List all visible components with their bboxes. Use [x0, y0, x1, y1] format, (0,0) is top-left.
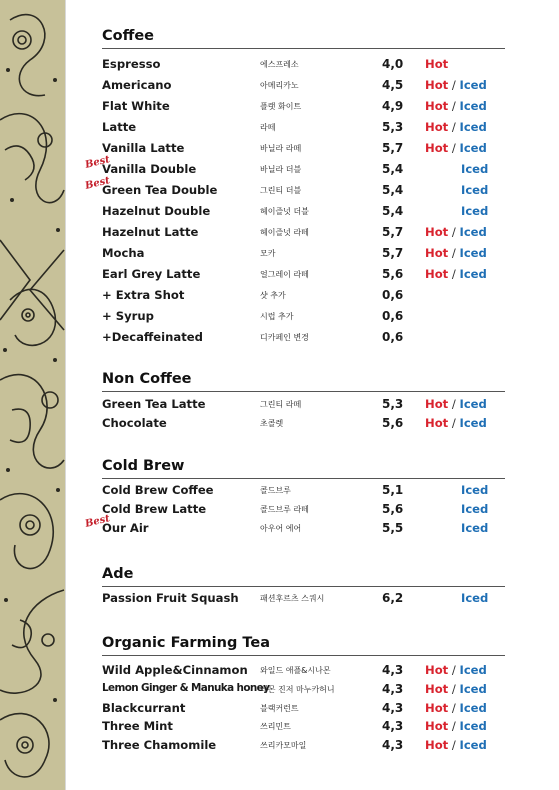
item-korean-name: 와일드 애플&시나몬: [260, 666, 331, 675]
item-name: Mocha: [102, 246, 145, 260]
menu-item: [0, 591, 559, 609]
menu-item: [0, 204, 559, 222]
option-separator: /: [448, 397, 460, 411]
menu-item: [0, 663, 559, 681]
best-badge: Best: [84, 513, 112, 530]
item-price: 5,7: [382, 141, 404, 155]
temperature-options: [425, 397, 487, 411]
menu-item: [0, 502, 559, 520]
item-korean-name: 헤이즐넛 라떼: [260, 228, 309, 237]
item-korean-name: 쓰리카모마일: [260, 741, 307, 751]
hot-label: Hot: [425, 738, 449, 753]
item-name: Passion Fruit Squash: [102, 591, 239, 605]
section-title: Coffee: [102, 28, 155, 44]
hot-label: Hot: [425, 719, 449, 734]
menu-item: [0, 719, 559, 737]
item-name: Americano: [102, 78, 172, 92]
hot-label: Hot: [425, 120, 449, 134]
best-badge: Best: [84, 175, 112, 192]
item-korean-name: 패션후르츠 스쿼시: [260, 594, 325, 603]
item-name: Green Tea Latte: [102, 397, 206, 411]
temperature-options: [425, 416, 487, 430]
section-divider: [102, 391, 505, 392]
iced-label: Iced: [461, 183, 489, 197]
item-korean-name: 아우어 에어: [260, 524, 302, 533]
item-price: 5,7: [382, 225, 404, 239]
menu-item: [0, 309, 559, 327]
item-price: 4,3: [382, 738, 404, 753]
menu-item: [0, 99, 559, 117]
item-name: Cold Brew Latte: [102, 502, 207, 516]
item-name: Latte: [102, 120, 137, 134]
iced-label: Iced: [459, 225, 487, 239]
menu-item: [0, 78, 559, 96]
item-korean-name: 샷 추가: [260, 291, 286, 300]
section-divider: [102, 478, 505, 479]
best-badge: Best: [84, 154, 112, 171]
hot-label: Hot: [425, 415, 449, 430]
section-title: Cold Brew: [102, 458, 185, 474]
item-korean-name: 바닐라 더블: [260, 165, 302, 174]
menu-item: [0, 57, 559, 75]
temperature-options: [425, 162, 488, 176]
menu-item: [0, 416, 559, 434]
iced-label: Iced: [459, 99, 487, 113]
temperature-options: [425, 682, 487, 696]
iced-label: Iced: [459, 663, 487, 677]
temperature-options: [425, 78, 487, 92]
iced-label: Iced: [459, 246, 487, 260]
section-title: Organic Farming Tea: [102, 635, 270, 651]
temperature-options: [425, 99, 487, 113]
hot-label: Hot: [425, 246, 449, 260]
iced-label: Iced: [459, 415, 487, 430]
section-title: Ade: [102, 566, 134, 582]
menu-item: [0, 154, 559, 180]
hot-label: Hot: [425, 700, 449, 715]
option-separator: /: [448, 99, 460, 113]
temperature-options: [425, 141, 487, 155]
item-korean-name: 에스프레소: [260, 60, 299, 69]
item-name: Wild Apple&Cinnamon: [102, 663, 248, 677]
menu-item: [0, 738, 559, 756]
temperature-options: [425, 701, 487, 715]
item-price: 4,0: [382, 57, 404, 71]
item-price: 4,3: [382, 719, 404, 734]
iced-label: Iced: [459, 719, 487, 734]
menu-item: [0, 397, 559, 415]
hot-label: Hot: [425, 78, 449, 92]
menu-item: [0, 246, 559, 264]
iced-label: Iced: [461, 591, 489, 605]
iced-label: Iced: [459, 738, 487, 753]
item-price: 5,6: [382, 267, 404, 281]
item-price: 5,1: [382, 483, 404, 497]
temperature-options: [425, 521, 488, 535]
iced-label: Iced: [461, 483, 489, 497]
hot-label: Hot: [425, 141, 449, 155]
temperature-options: [425, 502, 488, 516]
temperature-options: [425, 57, 448, 71]
item-price: 4,3: [382, 700, 404, 715]
temperature-options: [425, 738, 487, 752]
item-price: 0,6: [382, 330, 404, 344]
section-title: Non Coffee: [102, 371, 192, 387]
item-korean-name: 아메리카노: [260, 81, 299, 90]
item-price: 6,2: [382, 591, 404, 605]
hot-label: Hot: [425, 397, 449, 411]
option-separator: /: [448, 141, 460, 155]
iced-label: Iced: [461, 521, 489, 535]
iced-label: Iced: [459, 397, 487, 411]
item-name: Hazelnut Latte: [102, 225, 199, 239]
item-price: 4,3: [382, 663, 404, 677]
item-name: Three Chamomile: [102, 738, 217, 753]
menu-item: [0, 682, 559, 700]
item-price: 5,6: [382, 415, 404, 430]
hot-label: Hot: [425, 663, 449, 677]
item-name: Our Air: [102, 521, 149, 535]
menu-item: [0, 141, 559, 159]
option-separator: /: [448, 681, 460, 696]
hot-label: Hot: [425, 267, 449, 281]
item-price: 5,7: [382, 246, 404, 260]
item-korean-name: 그린티 라떼: [260, 400, 302, 409]
item-name: Chocolate: [102, 415, 167, 430]
item-price: 0,6: [382, 288, 404, 302]
item-korean-name: 얼그레이 라떼: [260, 270, 309, 279]
iced-label: Iced: [459, 78, 487, 92]
option-separator: /: [448, 663, 460, 677]
menu-item: [0, 225, 559, 243]
iced-label: Iced: [461, 204, 489, 218]
item-korean-name: 콜드브루: [260, 486, 291, 495]
item-name: Three Mint: [102, 719, 173, 734]
item-name: Earl Grey Latte: [102, 267, 201, 281]
temperature-options: [425, 246, 487, 260]
option-separator: /: [448, 246, 460, 260]
item-korean-name: 초콜렛: [260, 418, 284, 428]
item-price: 5,3: [382, 120, 404, 134]
item-price: 5,5: [382, 521, 404, 535]
item-price: 5,4: [382, 183, 404, 197]
temperature-options: [425, 719, 487, 733]
temperature-options: [425, 591, 488, 605]
option-separator: /: [448, 738, 460, 753]
item-name: Hazelnut Double: [102, 204, 211, 218]
iced-label: Iced: [459, 681, 487, 696]
iced-label: Iced: [459, 141, 487, 155]
menu-item: [0, 288, 559, 306]
item-name: Vanilla Double: [102, 162, 197, 176]
item-korean-name: 시럽 추가: [260, 312, 294, 321]
item-price: 5,6: [382, 502, 404, 516]
hot-label: Hot: [425, 681, 449, 696]
iced-label: Iced: [461, 502, 489, 516]
item-price: 0,6: [382, 309, 404, 323]
temperature-options: [425, 120, 487, 134]
item-name: + Extra Shot: [102, 288, 185, 302]
item-korean-name: 헤이즐넛 더블: [260, 207, 309, 216]
menu-item: [0, 483, 559, 501]
temperature-options: [425, 663, 487, 677]
hot-label: Hot: [425, 99, 449, 113]
item-korean-name: 블랙커런트: [260, 703, 299, 713]
item-korean-name: 바닐라 라떼: [260, 144, 302, 153]
section-divider: [102, 48, 505, 49]
item-korean-name: 쓰리민트: [260, 722, 291, 732]
temperature-options: [425, 204, 488, 218]
item-name: Flat White: [102, 99, 170, 113]
iced-label: Iced: [459, 700, 487, 715]
menu-item: [0, 120, 559, 138]
item-korean-name: 라떼: [260, 123, 276, 132]
menu-item: [0, 330, 559, 348]
menu-item: [0, 513, 559, 539]
section-divider: [102, 586, 505, 587]
option-separator: /: [448, 415, 460, 430]
section-divider: [102, 655, 505, 656]
item-name: Blackcurrant: [102, 700, 186, 715]
option-separator: /: [448, 78, 460, 92]
item-price: 5,3: [382, 397, 404, 411]
item-name: Green Tea Double: [102, 183, 218, 197]
iced-label: Iced: [461, 162, 489, 176]
option-separator: /: [448, 225, 460, 239]
item-price: 5,4: [382, 162, 404, 176]
item-price: 4,5: [382, 78, 404, 92]
iced-label: Iced: [459, 120, 487, 134]
item-name: + Syrup: [102, 309, 154, 323]
menu-item: [0, 267, 559, 285]
iced-label: Iced: [459, 267, 487, 281]
item-name: Vanilla Latte: [102, 141, 185, 155]
item-korean-name: 플랫 화이트: [260, 102, 302, 111]
item-name: +Decaffeinated: [102, 330, 203, 344]
item-korean-name: 레몬 진저 마누카허니: [260, 684, 335, 694]
item-price: 5,4: [382, 204, 404, 218]
item-price: 4,3: [382, 681, 404, 696]
hot-label: Hot: [425, 225, 449, 239]
option-separator: /: [448, 719, 460, 734]
temperature-options: [425, 483, 488, 497]
option-separator: /: [448, 700, 460, 715]
item-name: Lemon Ginger & Manuka honey: [102, 681, 270, 694]
hot-label: Hot: [425, 57, 449, 71]
temperature-options: [425, 225, 487, 239]
menu-item: [0, 701, 559, 719]
item-name: Espresso: [102, 57, 161, 71]
menu-item: [0, 175, 559, 201]
item-korean-name: 모카: [260, 249, 276, 258]
item-name: Cold Brew Coffee: [102, 483, 214, 497]
temperature-options: [425, 267, 487, 281]
item-price: 4,9: [382, 99, 404, 113]
item-korean-name: 콜드브루 라떼: [260, 505, 309, 514]
temperature-options: [425, 183, 488, 197]
option-separator: /: [448, 267, 460, 281]
item-korean-name: 그린티 더블: [260, 186, 302, 195]
option-separator: /: [448, 120, 460, 134]
item-korean-name: 디카페인 변경: [260, 333, 309, 342]
